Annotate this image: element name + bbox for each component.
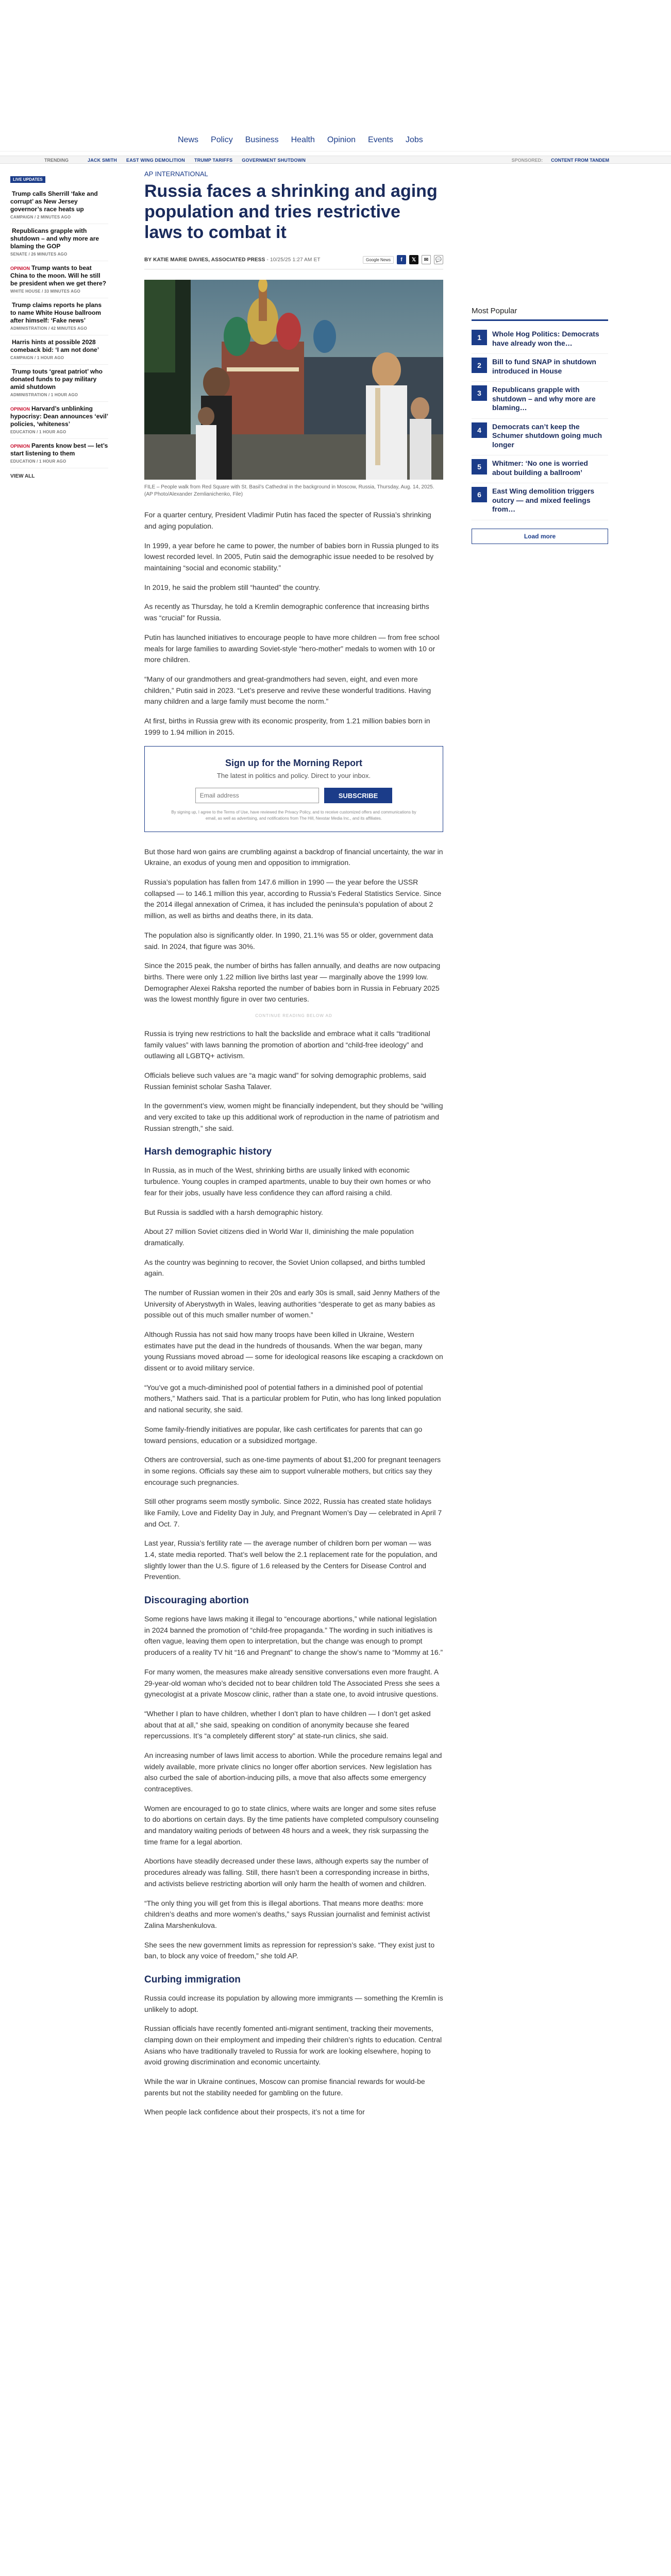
moscow-photo-illustration	[144, 280, 443, 480]
article-paragraph: “Whether I plan to have children, whether I don’t plan to have children — I don’t get asked about that at all,” she said, speaking on condition of anonymity because she feared repercussions. It’s “a completely different story” at state-run clinics, she said.	[144, 1709, 431, 1740]
list-item[interactable]: 3 Republicans grapple with shutdown – and why more are blaming…	[472, 382, 608, 419]
list-item[interactable]: 6 East Wing demolition triggers outcry — and mixed feelings from…	[472, 483, 608, 520]
article-paragraph: “Many of our grandmothers and great-grandmothers had seven, eight, and even more children,” Putin said in 2023. “Let’s preserve and revive these wonderful traditions. Having many children and a large family must become the norm.”	[144, 674, 431, 706]
article-paragraph: In 2019, he said the problem still “haunted” the country.	[144, 583, 321, 591]
view-all-link[interactable]: VIEW ALL	[10, 473, 35, 479]
article-paragraph: About 27 million Soviet citizens died in World War II, diminishing the male population dramatically.	[144, 1227, 414, 1247]
list-item-headline[interactable]: Trump wants to beat China to the moon. Will he still be president when we get there?	[10, 264, 107, 287]
article-paragraph: Others are controversial, such as one-time payments of about $1,200 for pregnant teenagers in some regions. Officials say these aim to support vulnerable mothers, but critics say they encourage such pregnancies.	[144, 1455, 441, 1486]
list-item[interactable]: 2 Bill to fund SNAP in shutdown introduced in House	[472, 354, 608, 382]
list-item[interactable]	[10, 224, 108, 261]
article-paragraph: Women are encouraged to go to state clinics, where waits are longer and some sites refuse to do abortions on certain days. By the time patients have completed compulsory counseling and mandatory waiting periods of between 48 hours and a week, they risk surpassing the time frame for a legal abortion.	[144, 1804, 439, 1846]
list-item-meta: EDUCATION / 1 HOUR AGO	[10, 430, 66, 434]
list-item-meta: ADMINISTRATION / 42 MINUTES AGO	[10, 326, 87, 331]
article-paragraph: The number of Russian women in their 20s and early 30s is small, said Jenny Mathers of the University of Aberystwyth in Wales, leaving authorities “desperate to get as many babies as possible out of this much smaller number of women.”	[144, 1288, 440, 1319]
list-item-meta: CAMPAIGN / 1 HOUR AGO	[10, 355, 64, 360]
nav-link-jobs[interactable]: Jobs	[405, 135, 423, 144]
newsletter-subtitle: The latest in politics and policy. Direct to your inbox.	[216, 772, 371, 780]
load-more-button[interactable]: Load more	[472, 529, 608, 544]
article-paragraph: Last year, Russia’s fertility rate — the average number of children born per woman — was 1.4, state media reported. That’s well below the 2.1 replacement rate for the population, and slightly lower than the U.S. figure of 1.6 released by the Centers for Disease Control and Prevention.	[144, 1539, 438, 1581]
google-news-button[interactable]: Google News	[363, 256, 394, 264]
article-paragraph: As recently as Thursday, he told a Kremlin demographic conference that increasing births was “crucial” for Russia.	[144, 602, 429, 622]
article-paragraph: At first, births in Russia grew with its economic prosperity, from 1.21 million babies born in 1999 to 1.94 million in 2015.	[144, 716, 430, 736]
list-item[interactable]	[10, 365, 108, 402]
list-item-headline[interactable]: Republicans grapple with shutdown – and why more are blaming the GOP	[10, 227, 99, 250]
article-paragraph: For many women, the measures make already sensitive conversations even more fraught. A 29-year-old woman who’s decided not to bear children told The Associated Press she sees a gynecologist at a private Moscow clinic, rather than a state one, to avoid intrusive questions.	[144, 1667, 440, 1699]
list-item-headline[interactable]: Harris hints at possible 2028 comeback bid: ‘I am not done’	[10, 338, 99, 353]
sponsored-label: SPONSORED:	[511, 158, 543, 163]
live-updates-tag: LIVE UPDATES	[10, 176, 45, 183]
article-paragraph: While the war in Ukraine continues, Moscow can promise financial rewards for would-be parents but not the stability needed for gambling on the future.	[144, 2077, 425, 2097]
article-paragraph: But those hard won gains are crumbling against a backdrop of financial uncertainty, the war in Ukraine, an exodus of young men and opposition to immigration.	[144, 847, 443, 867]
trending-item[interactable]: JACK SMITH	[88, 158, 118, 163]
photo-caption: FILE – People walk from Red Square with St. Basil’s Cathedral in the background in Moscow, Russia, Thursday, Aug. 14, 2025. (AP Photo/Alexander Zemlianichenko, File)	[144, 484, 434, 498]
trending-bar	[0, 156, 671, 164]
article-paragraph: “You’ve got a much-diminished pool of potential fathers in a diminished pool of potential mothers,” Mathers said. That is a particular problem for Putin, who has long linked population and national security, she said.	[144, 1383, 441, 1414]
comment-icon[interactable]: 💬	[434, 255, 443, 264]
newsletter-title: Sign up for the Morning Report	[225, 758, 362, 769]
nav-link-events[interactable]: Events	[368, 135, 393, 144]
list-item-headline[interactable]: Parents know best — let’s start listening to them	[10, 442, 108, 457]
ad-label: CONTINUE READING BELOW AD	[255, 1013, 332, 1018]
article-paragraph: Officials believe such values are “a magic wand” for solving demographic problems, said Russian feminist scholar Sasha Talaver.	[144, 1071, 426, 1091]
nav-link-opinion[interactable]: Opinion	[327, 135, 356, 144]
article-paragraph: Russia is trying new restrictions to halt the backslide and embrace what it calls “traditional family values” with laws banning the promotion of abortion and “child-free ideology” and outlawing all LGBTQ+ activism.	[144, 1029, 430, 1060]
publish-date: - 10/25/25 1:27 AM ET	[266, 257, 321, 263]
article-paragraph: But Russia is saddled with a harsh demographic history.	[144, 1208, 323, 1216]
list-item[interactable]: OPINION Harvard’s unblinking hypocrisy: Dean announces ‘evil’ policies, ‘whiteness’ EDUCATION / 1 HOUR AGO	[10, 402, 108, 439]
article-paragraph: She sees the new government limits as repression for repression’s sake. “They exist just to ban, to block any voice of freedom,” she told AP.	[144, 1940, 435, 1960]
hero-photo	[144, 280, 443, 480]
article-paragraph: Russian officials have recently fomented anti-migrant sentiment, tracking their movements, clamping down on their employment and impeding their children’s rights to education. Central Asians who have traditionally traveled to Russia for work are looking elsewhere, hoping to avoid growing discrimination and economic uncertainty.	[144, 2024, 442, 2066]
trending-label: TRENDING	[44, 158, 69, 163]
x-icon[interactable]: 𝕏	[409, 255, 418, 264]
share-bar	[363, 255, 443, 264]
trending-item[interactable]: TRUMP TARIFFS	[194, 158, 233, 163]
list-item-meta: SENATE / 26 MINUTES AGO	[10, 252, 68, 257]
section-label[interactable]: AP INTERNATIONAL	[144, 170, 208, 178]
subheading: Harsh demographic history	[144, 1146, 272, 1158]
list-item-meta: EDUCATION / 1 HOUR AGO	[10, 459, 66, 464]
page-title: Russia faces a shrinking and aging population and tries restrictive laws to combat it	[144, 181, 438, 243]
list-item-headline[interactable]: Trump claims reports he plans to name White House ballroom after himself: ‘Fake news’	[10, 301, 102, 324]
article-paragraph: The population also is significantly older. In 1990, 21.1% was 55 or older, government data said. In 2024, that figure was 30%.	[144, 930, 433, 951]
subheading: Discouraging abortion	[144, 1595, 249, 1606]
byline: BY KATIE MARIE DAVIES, ASSOCIATED PRESS - 10/25/25 1:27 AM ET	[144, 257, 321, 263]
article-paragraph: In Russia, as in much of the West, shrinking births are usually linked with economic turbulence. Young couples in cramped apartments, unable to buy their own homes or who fear for their jobs, usually have less confidence they can afford raising a child.	[144, 1166, 431, 1197]
subscribe-button[interactable]: SUBSCRIBE	[324, 788, 393, 803]
latest-news-sidebar	[10, 174, 108, 479]
list-item-meta: ADMINISTRATION / 1 HOUR AGO	[10, 393, 78, 397]
article-paragraph: An increasing number of laws limit access to abortion. While the procedure remains legal and widely available, more private clinics no longer offer abortion services. New legislation has also curbed the sale of abortion-inducing pills, a move that also affects some emergency contraceptives.	[144, 1751, 442, 1793]
most-popular-title: Most Popular	[472, 307, 608, 321]
list-item[interactable]: 5 Whitmer: ‘No one is worried about building a ballroom’	[472, 455, 608, 483]
list-item-headline[interactable]: Trump calls Sherrill ‘fake and corrupt’ as New Jersey governor’s race heats up	[10, 190, 98, 213]
email-icon[interactable]: ✉	[422, 255, 431, 264]
nav-link-news[interactable]: News	[178, 135, 199, 144]
nav-link-policy[interactable]: Policy	[211, 135, 233, 144]
article-paragraph: In 1999, a year before he came to power, the number of babies born in Russia plunged to its lowest recorded level. In 2005, Putin said the demographic issue needed to be resolved by maintaining “social and economic stability.”	[144, 541, 439, 572]
list-item-meta: WHITE HOUSE / 33 MINUTES AGO	[10, 289, 80, 294]
article-paragraph: For a quarter century, President Vladimir Putin has faced the specter of Russia’s shrinking and aging population.	[144, 511, 431, 531]
sponsored-link[interactable]: CONTENT FROM TANDEM	[551, 158, 609, 163]
article-paragraph: In the government’s view, women might be financially independent, but they should be “willing and very excited to take up this additional work of reproduction in the name of patriotism and Russian strength,” she said.	[144, 1101, 443, 1132]
list-item[interactable]: OPINION Parents know best — let’s start listening to them EDUCATION / 1 HOUR AGO	[10, 439, 108, 468]
article-paragraph: Abortions have steadily decreased under these laws, although experts say the number of procedures already was falling. Still, there hasn’t been a corresponding increase in births, and activists believe restricting abortion will only harm the health of women and children.	[144, 1857, 430, 1888]
subheading: Curbing immigration	[144, 1974, 241, 1985]
main-nav	[0, 129, 671, 151]
nav-link-business[interactable]: Business	[245, 135, 279, 144]
article-paragraph: Since the 2015 peak, the number of births has fallen annually, and deaths are now outpacing births. There were only 1.22 million live births last year — marginally above the 1999 low. Demographer Alexei Raksha reported the number of babies born in Russia in February 2025 was the lowest monthly figure in over two centuries.	[144, 961, 441, 1004]
newsletter-signup	[144, 746, 443, 832]
nav-link-health[interactable]: Health	[291, 135, 315, 144]
trending-item[interactable]: GOVERNMENT SHUTDOWN	[242, 158, 306, 163]
list-item[interactable]: 1 Whole Hog Politics: Democrats have already won the…	[472, 326, 608, 354]
most-popular-sidebar	[472, 307, 608, 544]
list-item-meta: CAMPAIGN / 2 MINUTES AGO	[10, 215, 71, 219]
newsletter-fine-print: By signing up, I agree to the Terms of Use, have reviewed the Privacy Policy, and to receive customized offers and communications by email, as well as advertising, and notifications from The Hill, Nexstar Media Inc., and its affiliates.	[171, 810, 416, 821]
list-item[interactable]	[10, 298, 108, 335]
list-item[interactable]	[10, 187, 108, 224]
top-spacer	[0, 0, 671, 19]
list-item[interactable]	[10, 335, 108, 365]
list-item[interactable]: 4 Democrats can’t keep the Schumer shutdown going much longer	[472, 419, 608, 456]
article-paragraph: Some regions have laws making it illegal to “encourage abortions,” while national legislation in 2024 banned the promotion of “child-free propaganda.” The wording in such initiatives is often vague, leaving them open to interpretation, but the change was enough to prompt producers of a reality TV hit “16 and Pregnant” to change the show’s name to “Mommy at 16.”	[144, 1615, 443, 1657]
article-paragraph: Putin has launched initiatives to encourage people to have more children — from free school meals for large families to awarding Soviet-style “hero-mother” medals to women with 10 or more children.	[144, 633, 440, 664]
list-item[interactable]: OPINION Trump wants to beat China to the moon. Will he still be president when we get there? WHITE HOUSE / 33 MINUTES AGO	[10, 261, 108, 298]
article-paragraph: Russia could increase its population by allowing more immigrants — something the Kremlin is unlikely to adopt.	[144, 1993, 443, 2013]
article-body	[144, 510, 443, 2118]
article-paragraph: Some family-friendly initiatives are popular, like cash certificates for parents that can go toward pensions, education or a subsidized mortgage.	[144, 1425, 423, 1445]
email-input[interactable]	[195, 788, 319, 803]
article-paragraph: Although Russia has not said how many troops have been killed in Ukraine, Western estimates have put the dead in the hundreds of thousands. When the war began, many young Russians moved abroad — some for ideological reasons like escaping a crackdown on dissent or to avoid military service.	[144, 1330, 443, 1372]
trending-item[interactable]: EAST WING DEMOLITION	[126, 158, 186, 163]
article-paragraph: Still other programs seem mostly symbolic. Since 2022, Russia has created state holidays like Family, Love and Fidelity Day in July, and Pregnant Women’s Day — celebrated in April 7 and Oct. 7.	[144, 1497, 442, 1528]
facebook-icon[interactable]: f	[397, 255, 406, 264]
article-paragraph: When people lack confidence about their prospects, it’s not a time for	[144, 2108, 365, 2116]
article-paragraph: As the country was beginning to recover, the Soviet Union collapsed, and births tumbled again.	[144, 1258, 425, 1278]
article-paragraph: Russia’s population has fallen from 147.6 million in 1990 — the year before the USSR collapsed — to 146.1 million this year, according to Russia’s Federal Statistics Service. Since the 2014 illegal annexation of Crimea, it has included the peninsula’s population of about 2 million, as well as births and deaths there, in its data.	[144, 878, 442, 920]
article-paragraph: “The only thing you will get from this is illegal abortions. That means more deaths: more children’s deaths and more women’s deaths,” says Russian journalist and feminist activist Zalina Marshenkulova.	[144, 1899, 430, 1929]
list-item-headline[interactable]: Harvard’s unblinking hypocrisy: Dean announces ‘evil’ policies, ‘whiteness’	[10, 405, 108, 428]
byline-row	[144, 254, 443, 269]
article	[144, 170, 443, 2126]
list-item-headline[interactable]: Trump touts ‘great patriot’ who donated funds to pay military amid shutdown	[10, 368, 103, 391]
